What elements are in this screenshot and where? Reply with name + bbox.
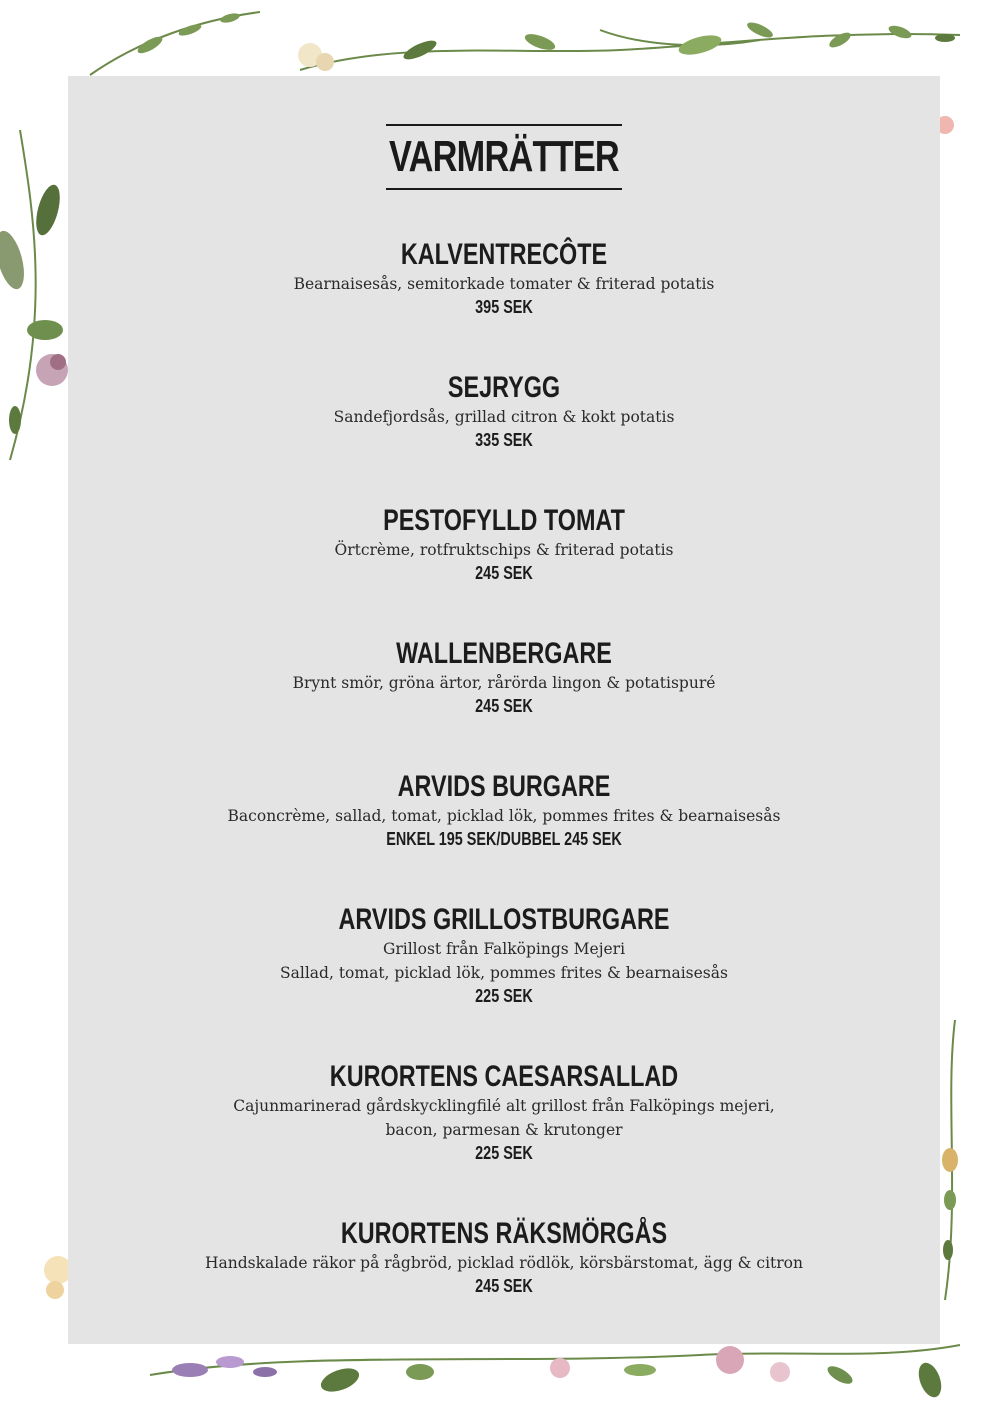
dish-kurortens-caesarsallad — [68, 1060, 940, 1164]
menu-title: VARMRÄTTER — [389, 132, 619, 181]
dish-description: Brynt smör, gröna ärtor, rårörda lingon & potatispuré — [292, 674, 716, 692]
dish-description: Baconcrème, sallad, tomat, picklad lök, pommes frites & bearnaisesås — [227, 807, 781, 825]
dish-description: bacon, parmesan & krutonger — [385, 1121, 623, 1139]
dish-price: 225 SEK — [475, 986, 533, 1006]
dish-name: KALVENTRECÔTE — [400, 238, 608, 271]
dish-price: ENKEL 195 SEK/DUBBEL 245 SEK — [386, 829, 622, 849]
dish-description: Sandefjordsås, grillad citron & kokt potatis — [333, 408, 675, 426]
dish-price: 245 SEK — [475, 563, 533, 583]
dish-price: 245 SEK — [475, 696, 533, 716]
dish-price: 225 SEK — [475, 1143, 533, 1163]
dish-name: ARVIDS GRILLOSTBURGARE — [338, 903, 670, 936]
dish-description: Örtcrème, rotfruktschips & friterad potatis — [334, 541, 674, 559]
dish-kalventrecote — [68, 238, 940, 318]
dish-sejrygg — [68, 371, 940, 451]
dish-description: Bearnaisesås, semitorkade tomater & friterad potatis — [293, 275, 715, 293]
dish-price: 245 SEK — [475, 1276, 533, 1296]
dish-wallenbergare — [68, 637, 940, 717]
dish-description: Handskalade räkor på rågbröd, picklad rödlök, körsbärstomat, ägg & citron — [204, 1254, 803, 1272]
dish-name: KURORTENS RÄKSMÖRGÅS — [340, 1217, 668, 1250]
top-vine-decoration — [90, 12, 960, 75]
dish-name: KURORTENS CAESARSALLAD — [329, 1060, 679, 1093]
left-vine-decoration — [0, 130, 68, 460]
dish-name: SEJRYGG — [447, 371, 561, 404]
dish-pestofylld-tomat — [68, 504, 940, 584]
title-top-rule — [386, 124, 622, 126]
right-vine-decoration — [942, 1020, 958, 1300]
bottom-vine-decoration — [150, 1345, 960, 1400]
dish-price: 335 SEK — [475, 430, 533, 450]
dish-price: 395 SEK — [475, 297, 533, 317]
dish-description: Cajunmarinerad gårdskycklingfilé alt grillost från Falköpings mejeri, — [233, 1097, 775, 1115]
dish-kurortens-raksmorgas — [68, 1217, 940, 1297]
dish-name: PESTOFYLLD TOMAT — [383, 504, 625, 537]
dish-arvids-burgare — [68, 770, 940, 850]
dish-name: ARVIDS BURGARE — [397, 770, 611, 803]
dish-description: Sallad, tomat, picklad lök, pommes frites & bearnaisesås — [280, 964, 728, 982]
dish-description: Grillost från Falköpings Mejeri — [382, 940, 626, 958]
title-bottom-rule — [386, 188, 622, 190]
menu-panel — [68, 76, 940, 1344]
dish-name: WALLENBERGARE — [396, 637, 612, 670]
dish-arvids-grillostburgare — [68, 903, 940, 1007]
menu-title-block — [68, 124, 940, 190]
top-leaves-decoration — [135, 12, 955, 63]
